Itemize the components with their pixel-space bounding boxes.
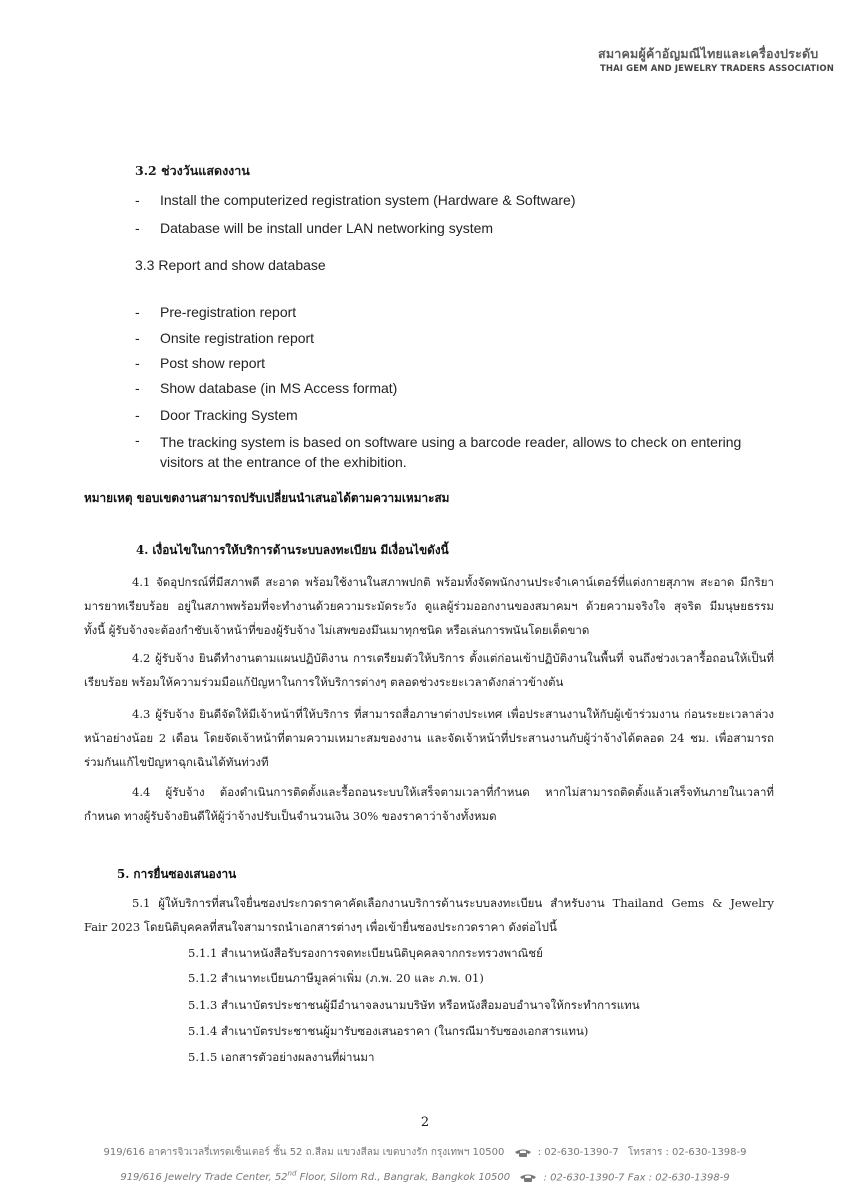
list-item: Post show report — [160, 355, 266, 371]
org-name-english: THAI GEM AND JEWELRY TRADERS ASSOCIATION — [600, 64, 834, 74]
bullet-dash: - — [135, 220, 140, 236]
list-item: 5.1.1 สำเนาหนังสือรับรองการจดทะเบียนนิติบุคคลจากกระทรวงพาณิชย์ — [188, 946, 543, 960]
section-5-intro: 5.1 ผู้ให้บริการที่สนใจยื่นซองประกวดราคาคัดเลือกงานบริการด้านระบบลงทะเบียน สำหรับงาน Thailand Gems & Jewelry Fair 2023 โดยนิติบุคคลที่สนใจสามารถนำเอกสารต่างๆ เพื่อเข้ายื่นซองประกวดราคา ดังต่อไปนี้ — [84, 896, 774, 934]
bullet-dash: - — [135, 355, 140, 371]
scope-note: หมายเหตุ ขอบเขตงานสามารถปรับเปลี่ยนนำเสนอได้ตามความเหมาะสม — [84, 491, 450, 505]
footer-fax-thai: โทรสาร : 02-630-1398-9 — [627, 1147, 747, 1158]
list-item: 5.1.2 สำเนาทะเบียนภาษีมูลค่าเพิ่ม (ภ.พ. 20 และ ภ.พ. 01) — [188, 971, 484, 985]
list-item: Pre-registration report — [160, 304, 297, 320]
clause-4-1: 4.1 จัดอุปกรณ์ที่มีสภาพดี สะอาด พร้อมใช้งานในสภาพปกติ พร้อมทั้งจัดพนักงานประจำเคาน์เตอร์ที่แต่งกายสุภาพ สะอาด มีกริยามารยาทเรียบร้อย อยู่ในสภาพพร้อมที่จะทำงานด้วยความระมัดระวัง ดูแลผู้ร่วมออกงานของสมาคมฯ ด้วยความจริงใจ สุจริต มีมนุษยธรรม ทั้งนี้ ผู้รับจ้างจะต้องกำชับเจ้าหน้าที่ของผู้รับจ้าง ไม่เสพของมึนเมาทุกชนิด หรือเล่นการพนันโดยเด็ดขาด — [84, 575, 774, 637]
footer-address-thai: 919/616 อาคารจิวเวลรี่เทรดเซ็นเตอร์ ชั้น 52 ถ.สีลม แขวงสีลม เขตบางรัก กรุงเทพฯ 10500 — [103, 1147, 505, 1158]
section-5-heading: 5. การยื่นซองเสนองาน — [117, 867, 237, 881]
list-item: 5.1.5 เอกสารตัวอย่างผลงานที่ผ่านมา — [188, 1050, 375, 1064]
list-item: Install the computerized registration system (Hardware & Software) — [160, 192, 576, 208]
bullet-dash: - — [135, 192, 140, 208]
org-name-thai: สมาคมผู้ค้าอัญมณีไทยและเครื่องประดับ — [598, 46, 819, 61]
list-item: Database will be install under LAN networking system — [160, 220, 494, 236]
list-item: Door Tracking System — [160, 407, 298, 423]
footer-english — [0, 1170, 850, 1183]
list-item: 5.1.4 สำเนาบัตรประชาชนผู้มารับซองเสนอราคา (ในกรณีมารับซองเอกสารแทน) — [188, 1024, 589, 1038]
clause-4-4: 4.4 ผู้รับจ้าง ต้องดำเนินการติดตั้งและรื้อถอนระบบให้เสร็จตามเวลาที่กำหนด หากไม่สามารถติดตั้งแล้วเสร็จทันภายในเวลาที่กำหนด ทางผู้รับจ้างยินดีให้ผู้ว่าจ้างปรับเป็นจำนวนเงิน 30% ของราคาว่าจ้างทั้งหมด — [84, 785, 774, 823]
clause-4-2: 4.2 ผู้รับจ้าง ยินดีทำงานตามแผนปฏิบัติงาน การเตรียมตัวให้บริการ ตั้งแต่ก่อนเข้าปฏิบัติงานในพื้นที่ จนถึงช่วงเวลารื้อถอนให้เป็นที่เรียบร้อย พร้อมให้ความร่วมมือแก้ปัญหาในการให้บริการต่างๆ ตลอดช่วงระยะเวลาดังกล่าวข้างต้น — [84, 651, 774, 689]
list-item: Show database (in MS Access format) — [160, 380, 398, 396]
bullet-dash: - — [135, 432, 140, 448]
list-item: Onsite registration report — [160, 330, 315, 346]
section-3-2-heading: 3.2 ช่วงวันแสดงงาน — [135, 163, 250, 178]
phone-icon — [519, 1173, 537, 1182]
bullet-dash: - — [135, 380, 140, 396]
footer-phone-thai: : 02-630-1390-7 — [537, 1147, 619, 1158]
footer-thai — [0, 1145, 850, 1160]
phone-icon — [514, 1148, 532, 1157]
list-item: 5.1.3 สำเนาบัตรประชาชนผู้มีอำนาจลงนามบริษัท หรือหนังสือมอบอำนาจให้กระทำการแทน — [188, 998, 640, 1012]
section-3-3-heading: 3.3 Report and show database — [135, 257, 326, 273]
bullet-dash: - — [135, 330, 140, 346]
bullet-dash: - — [135, 407, 140, 423]
footer-address-en: 919/616 Jewelry Trade Center, 52nd Floor, Silom Rd., Bangrak, Bangkok 10500 — [120, 1170, 511, 1184]
footer-phone-fax-en: : 02-630-1390-7 Fax : 02-630-1398-9 — [543, 1172, 730, 1184]
bullet-dash: - — [135, 304, 140, 320]
page-number: 2 — [420, 1115, 430, 1130]
clause-4-3: 4.3 ผู้รับจ้าง ยินดีจัดให้มีเจ้าหน้าที่ให้บริการ ที่สามารถสื่อภาษาต่างประเทศ เพื่อประสานงานให้กับผู้เข้าร่วมงาน ก่อนระยะเวลาล่วงหน้าอย่างน้อย 2 เดือน โดยจัดเจ้าหน้าที่ตามความเหมาะสมของงาน และจัดเจ้าหน้าที่ประสานงานกับผู้ว่าจ้างได้ตลอด 24 ชม. เพื่อสามารถร่วมกันแก้ไขปัญหาฉุกเฉินได้ทันท่วงที — [84, 707, 774, 769]
section-4-heading: 4. เงื่อนไขในการให้บริการด้านระบบลงทะเบียน มีเงื่อนไขดังนี้ — [136, 543, 449, 557]
list-item: The tracking system is based on software using a barcode reader, allows to check on entering visitors at the entrance of the exhibition. — [160, 434, 742, 470]
